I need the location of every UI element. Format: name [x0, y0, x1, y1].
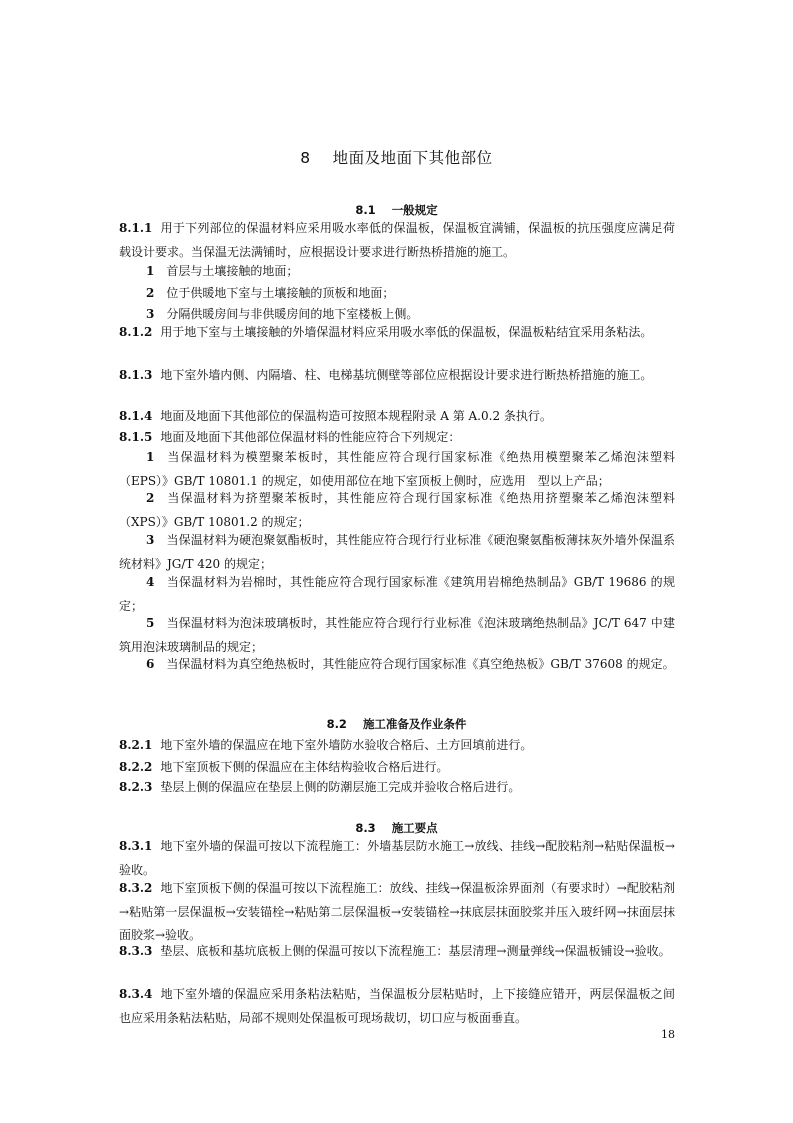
clause-8-1-1-item-1: 1 首层与土壤接触的地面；	[146, 264, 299, 278]
clause-8-1-5-item-3: 3 当保温材料为硬泡聚氨酯板时，其性能应符合现行行业标准《硬泡聚氨酯板薄抹灰外墙外保温系统材料》JG/T 420 的规定；	[119, 533, 675, 571]
page-number: 18	[661, 1028, 675, 1041]
section-title-8-1: 8.1 一般规定	[355, 203, 438, 217]
clause-8-3-4: 8.3.4 地下室外墙的保温应采用条粘法粘贴，当保温板分层粘贴时，上下接缝应错开，两层保温板之间也应采用条粘法粘贴，局部不规则处保温板可现场裁切，切口应与板面垂直。	[119, 987, 675, 1025]
clause-8-3-2: 8.3.2 地下室顶板下侧的保温可按以下流程施工：放线、挂线→保温板涂界面剂（有要求时）→配胶粘剂→粘贴第一层保温板→安装锚栓→粘贴第二层保温板→安装锚栓→抹底层抹面胶浆并压入玻纤网→抹面层抹面胶浆→验收。	[119, 881, 675, 943]
clause-8-1-3: 8.1.3 地下室外墙内侧、内隔墙、柱、电梯基坑侧壁等部位应根据设计要求进行断热桥措施的施工。	[119, 368, 653, 382]
clause-8-2-1: 8.2.1 地下室外墙的保温应在地下室外墙防水验收合格后、土方回填前进行。	[119, 738, 533, 752]
clause-8-3-1: 8.3.1 地下室外墙的保温可按以下流程施工：外墙基层防水施工→放线、挂线→配胶粘剂→粘贴保温板→验收。	[119, 839, 675, 877]
clause-8-2-2: 8.2.2 地下室顶板下侧的保温应在主体结构验收合格后进行。	[119, 760, 449, 774]
clause-8-1-5-item-2: 2 当保温材料为挤塑聚苯板时，其性能应符合现行国家标准《绝热用挤塑聚苯乙烯泡沫塑料（XPS）》GB/T 10801.2 的规定；	[119, 491, 675, 529]
clause-8-1-1: 8.1.1 用于下列部位的保温材料应采用吸水率低的保温板，保温板宜满铺，保温板的抗压强度应满足荷载设计要求。当保温无法满铺时，应根据设计要求进行断热桥措施的施工。	[119, 221, 675, 259]
section-title-8-3: 8.3 施工要点	[355, 821, 438, 835]
clause-8-1-1-item-2: 2 位于供暖地下室与土壤接触的顶板和地面；	[146, 286, 395, 300]
clause-8-1-1-item-3: 3 分隔供暖房间与非供暖房间的地下室楼板上侧。	[146, 307, 419, 321]
section-title-8-2: 8.2 施工准备及作业条件	[326, 717, 467, 731]
clause-8-3-3: 8.3.3 垫层、底板和基坑底板上侧的保温可按以下流程施工：基层清理→测量弹线→保温板铺设→验收。	[119, 944, 671, 958]
clause-8-1-5-item-5: 5 当保温材料为泡沫玻璃板时，其性能应符合现行行业标准《泡沫玻璃绝热制品》JC/T 647 中建筑用泡沫玻璃制品的规定；	[119, 616, 675, 654]
clause-8-1-5-item-4: 4 当保温材料为岩棉时，其性能应符合现行国家标准《建筑用岩棉绝热制品》GB/T 19686 的规定；	[119, 575, 675, 613]
chapter-title-text: 地面及地面下其他部位	[332, 149, 493, 167]
clause-8-1-4: 8.1.4 地面及地面下其他部位的保温构造可按照本规程附录 A 第 A.0.2 条执行。	[119, 409, 552, 423]
clause-8-1-5: 8.1.5 地面及地面下其他部位保温材料的性能应符合下列规定：	[119, 430, 461, 444]
clause-8-1-5-item-6: 6 当保温材料为真空绝热板时，其性能应符合现行国家标准《真空绝热板》GB/T 37608 的规定。	[146, 657, 675, 671]
chapter-title	[0, 146, 793, 168]
clause-8-2-3: 8.2.3 垫层上侧的保温应在垫层上侧的防潮层施工完成并验收合格后进行。	[119, 780, 521, 794]
chapter-number: 8	[300, 149, 311, 167]
clause-8-1-5-item-1: 1 当保温材料为模塑聚苯板时，其性能应符合现行国家标准《绝热用模塑聚苯乙烯泡沫塑料（EPS）》GB/T 10801.1 的规定，如使用部位在地下室顶板上侧时，应选用 型以上产品；	[119, 450, 675, 488]
clause-8-1-2: 8.1.2 用于地下室与土壤接触的外墙保温材料应采用吸水率低的保温板，保温板粘结宜采用条粘法。	[119, 325, 653, 339]
